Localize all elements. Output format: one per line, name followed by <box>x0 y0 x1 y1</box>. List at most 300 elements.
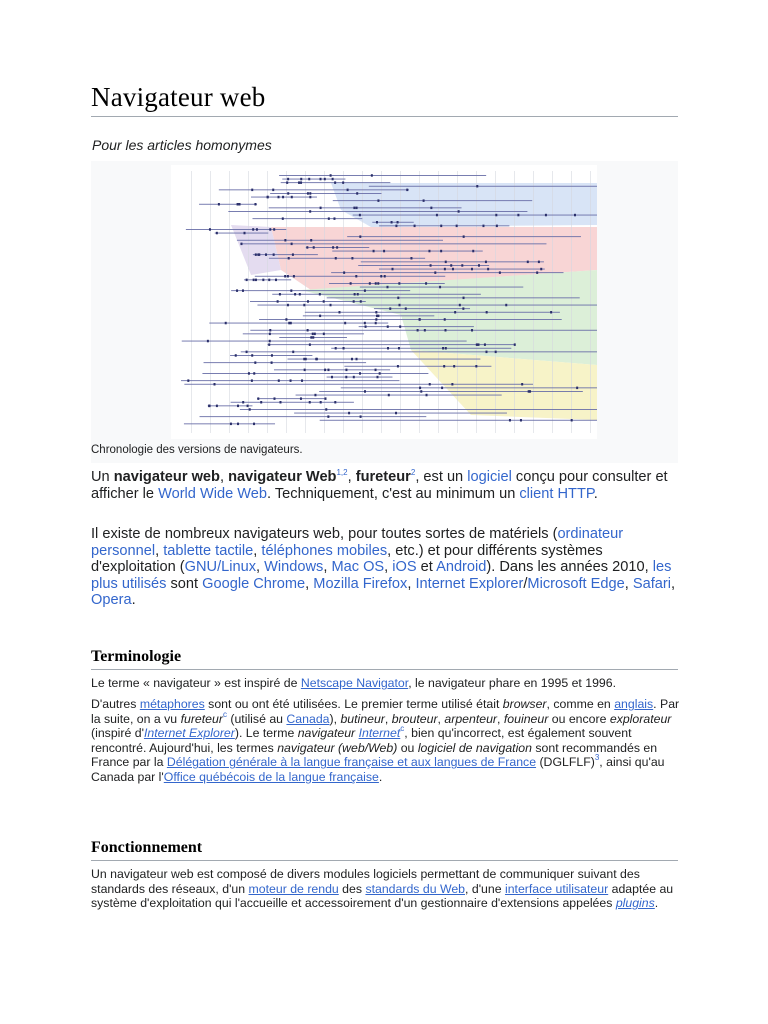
timeline-bar <box>204 362 367 363</box>
timeline-marker <box>444 329 446 332</box>
timeline-marker <box>187 379 189 382</box>
fonctionnement-paragraph-1: Un navigateur web est composé de divers modules logiciels permettant de communiquer suivant des standards des réseaux, d'un moteur de rendu des standards du Web, d'une interface utilisateur adaptée au système d'exploitation qui l'accueille et accessoirement d'un gestionnaire d'extensions appelées plugins. <box>91 867 674 911</box>
timeline-marker <box>324 369 326 372</box>
link-dglflf[interactable]: Délégation générale à la langue française et aux langues de France <box>166 755 537 770</box>
timeline-marker <box>550 311 552 314</box>
timeline-marker <box>279 401 281 404</box>
timeline-marker <box>330 304 332 307</box>
timeline-marker <box>333 217 335 220</box>
timeline-marker <box>538 261 540 264</box>
timeline-marker <box>359 235 361 238</box>
timeline-marker <box>307 192 309 195</box>
timeline-marker <box>476 185 478 188</box>
timeline-marker <box>288 257 290 260</box>
link-canada[interactable]: Canada <box>286 711 330 726</box>
timeline-marker <box>253 372 255 375</box>
timeline-marker <box>445 347 447 350</box>
timeline-marker <box>540 268 542 271</box>
timeline-bar <box>269 207 462 208</box>
timeline-marker <box>255 279 257 282</box>
timeline-marker <box>304 369 306 372</box>
timeline-marker <box>444 268 446 271</box>
timeline-marker <box>273 253 275 256</box>
link-les-plus-utilises[interactable]: les plus utilisés <box>91 559 672 592</box>
timeline-marker <box>375 369 377 372</box>
link-mac-os[interactable]: Mac OS <box>331 559 385 576</box>
page-title: Navigateur web <box>91 82 266 112</box>
timeline-marker <box>285 318 287 321</box>
timeline-bar <box>228 211 527 212</box>
timeline-bar <box>327 377 393 378</box>
timeline-marker <box>430 207 432 210</box>
timeline-marker <box>273 228 275 231</box>
timeline-bar <box>240 243 546 244</box>
timeline-marker <box>436 214 438 217</box>
timeline-marker <box>284 275 286 278</box>
timeline-marker <box>230 423 232 426</box>
timeline-marker <box>308 178 310 181</box>
terminologie-paragraph-1: Le terme « navigateur » est inspiré de Netscape Navigator, le navigateur phare en 1995 et 1996. <box>91 676 617 690</box>
timeline-marker <box>209 228 211 231</box>
timeline-marker <box>242 401 244 404</box>
timeline-marker <box>336 246 338 249</box>
timeline-marker <box>351 257 353 260</box>
timeline-marker <box>364 390 366 393</box>
timeline-marker <box>216 232 218 235</box>
timeline-bar <box>379 269 545 270</box>
timeline-marker <box>303 304 305 307</box>
timeline-marker <box>312 336 314 339</box>
section-heading-terminologie: Terminologie <box>91 648 182 665</box>
timeline-marker <box>520 419 522 422</box>
timeline-marker <box>344 322 346 325</box>
timeline-marker <box>495 351 497 354</box>
timeline-marker <box>356 358 358 361</box>
timeline-marker <box>359 372 361 375</box>
timeline-gridline <box>381 171 382 433</box>
reference-link[interactable]: 1,2 <box>336 468 348 477</box>
timeline-marker <box>292 351 294 354</box>
timeline-bar <box>200 416 427 417</box>
hatnote[interactable]: Pour les articles homonymes <box>92 137 272 153</box>
timeline-marker <box>471 268 473 271</box>
timeline-marker <box>310 239 312 242</box>
timeline-marker <box>428 250 430 253</box>
timeline-marker <box>300 397 302 400</box>
timeline-marker <box>309 192 311 195</box>
link-netscape-navigator[interactable]: Netscape Navigator <box>300 676 409 690</box>
timeline-marker <box>240 243 242 246</box>
timeline-marker <box>425 282 427 285</box>
link-telephones-mobiles[interactable]: téléphones mobiles <box>261 542 388 559</box>
intro-paragraph-2: Il existe de nombreux navigateurs web, pour toutes sortes de matériels (ordinateur personnel, tablette tactile, téléphones mobiles, etc.) et pour différents systèmes d'exploitation (GNU/Linux, Windows, Mac OS, iOS et Android). Dans les années 2010, les plus utilisés sont Google Chrome, Mozilla Firefox, Internet Explorer/Microsoft Edge, Safari, Opera. <box>91 526 676 609</box>
reference-link[interactable]: 2 <box>410 468 416 477</box>
timeline-marker <box>248 372 250 375</box>
timeline-marker <box>298 181 300 184</box>
link-logiciel[interactable]: logiciel <box>467 469 512 485</box>
timeline-marker <box>299 293 301 296</box>
timeline-marker <box>354 293 356 296</box>
timeline-marker <box>343 271 345 274</box>
timeline-marker <box>365 325 367 328</box>
timeline-marker <box>454 311 456 314</box>
timeline-marker <box>347 189 349 192</box>
timeline-marker <box>376 376 378 379</box>
timeline-marker <box>242 289 244 292</box>
timeline-marker <box>310 336 312 339</box>
timeline-marker <box>360 415 362 418</box>
timeline-bar <box>372 222 413 223</box>
timeline-marker <box>218 203 220 206</box>
timeline-bar <box>279 175 486 176</box>
timeline-gridline <box>552 171 553 433</box>
timeline-marker <box>360 300 362 303</box>
timeline-marker <box>430 264 432 267</box>
link-safari[interactable]: Safari <box>632 575 671 592</box>
timeline-marker <box>375 311 377 314</box>
timeline-marker <box>356 207 358 210</box>
figure <box>91 161 678 463</box>
timeline-gridline <box>286 171 287 433</box>
timeline-marker <box>268 279 270 282</box>
timeline-marker <box>237 203 239 206</box>
timeline-marker <box>576 387 578 390</box>
timeline-marker <box>451 383 453 386</box>
link-internet[interactable]: Internet <box>358 726 401 741</box>
timeline-marker <box>269 329 271 332</box>
timeline-marker <box>574 214 576 217</box>
timeline-marker <box>353 300 355 303</box>
timeline-marker <box>324 397 326 400</box>
link-internet-explorer-2[interactable]: Internet Explorer <box>143 726 235 741</box>
timeline-marker <box>391 221 393 224</box>
timeline-marker <box>309 196 311 199</box>
timeline-gridline <box>362 171 363 433</box>
timeline-marker <box>268 343 270 346</box>
timeline-marker <box>278 379 280 382</box>
timeline-marker <box>377 199 379 202</box>
timeline-bar <box>353 215 597 216</box>
timeline-marker <box>373 250 375 253</box>
timeline-marker <box>319 315 321 318</box>
timeline-marker <box>265 253 267 256</box>
timeline-marker <box>307 300 309 303</box>
timeline-bar <box>270 193 381 194</box>
timeline-marker <box>282 217 284 220</box>
timeline-gridline <box>191 171 192 433</box>
timeline-marker <box>434 271 436 274</box>
timeline-marker <box>443 365 445 368</box>
timeline-gridline <box>419 171 420 433</box>
timeline-marker <box>255 253 257 256</box>
reference-link[interactable]: 3 <box>594 753 600 763</box>
link-world-wide-web[interactable]: World Wide Web <box>158 485 268 502</box>
timeline-marker <box>426 394 428 397</box>
timeline-gridline <box>210 171 211 433</box>
link-tablette-tactile[interactable]: tablette tactile <box>163 542 254 559</box>
timeline-marker <box>345 369 347 372</box>
link-microsoft-edge[interactable]: Microsoft Edge <box>527 575 625 592</box>
timeline-marker <box>338 311 340 314</box>
timeline-marker <box>472 250 474 253</box>
timeline-marker <box>375 318 377 321</box>
timeline-marker <box>514 343 516 346</box>
timeline-marker <box>287 304 289 307</box>
timeline-bar <box>361 261 544 262</box>
timeline-marker <box>260 401 262 404</box>
timeline-marker <box>351 358 353 361</box>
timeline-marker <box>271 354 273 357</box>
timeline-marker <box>246 351 248 354</box>
timeline-marker <box>249 408 251 411</box>
timeline-bar <box>333 200 532 201</box>
timeline-marker <box>459 304 461 307</box>
timeline-marker <box>235 354 237 357</box>
timeline-gridline <box>533 171 534 433</box>
timeline-marker <box>387 325 389 328</box>
timeline-marker <box>239 203 241 206</box>
timeline-marker <box>251 379 253 382</box>
figure-caption: Chronologie des versions de navigateurs. <box>91 444 303 456</box>
term-bold: fureteur <box>355 469 411 485</box>
link-interface-utilisateur[interactable]: interface utilisateur <box>504 881 609 896</box>
timeline-marker <box>332 178 334 181</box>
timeline-marker <box>316 358 318 361</box>
timeline-marker <box>309 343 311 346</box>
timeline-marker <box>275 279 277 282</box>
timeline-marker <box>291 196 293 199</box>
browser-timeline-image[interactable] <box>171 165 597 439</box>
timeline-marker <box>237 405 239 408</box>
timeline-bar <box>319 391 583 392</box>
timeline-marker <box>387 347 389 350</box>
timeline-marker <box>207 340 209 343</box>
link-internet-explorer[interactable]: Internet Explorer <box>415 575 524 592</box>
timeline-marker <box>312 333 314 336</box>
term-bold: navigateur web <box>113 469 220 485</box>
timeline-marker <box>377 282 379 285</box>
timeline-marker <box>251 189 253 192</box>
timeline-bar <box>252 218 362 219</box>
link-anglais[interactable]: anglais <box>614 697 654 711</box>
timeline-marker <box>306 246 308 249</box>
timeline-marker <box>398 282 400 285</box>
timeline-marker <box>477 343 479 346</box>
timeline-marker <box>300 178 302 181</box>
timeline-bar <box>274 369 390 370</box>
timeline-bar <box>269 258 425 259</box>
timeline-marker <box>287 275 289 278</box>
timeline-bar <box>253 254 318 255</box>
timeline-marker <box>278 196 280 199</box>
timeline-marker <box>269 333 271 336</box>
timeline-gridline <box>438 171 439 433</box>
timeline-marker <box>214 383 216 386</box>
link-oqlf[interactable]: Office québécois de la langue française <box>163 769 379 784</box>
timeline-marker <box>424 329 426 332</box>
timeline-marker <box>267 196 269 199</box>
timeline-marker <box>442 347 444 350</box>
timeline-marker <box>389 307 391 310</box>
timeline-marker <box>509 419 511 422</box>
timeline-marker <box>284 239 286 242</box>
timeline-marker <box>324 178 326 181</box>
timeline-marker <box>327 415 329 418</box>
timeline-bar <box>303 315 434 316</box>
timeline-marker <box>505 304 507 307</box>
timeline-marker <box>254 361 256 364</box>
timeline-marker <box>269 228 271 231</box>
timeline-marker <box>391 268 393 271</box>
timeline-marker <box>487 268 489 271</box>
timeline-marker <box>286 181 288 184</box>
timeline-bar <box>202 373 428 374</box>
timeline-marker <box>334 181 336 184</box>
timeline-marker <box>273 397 275 400</box>
timeline-marker <box>405 307 407 310</box>
timeline-marker <box>353 207 355 210</box>
timeline-gridline <box>400 171 401 433</box>
timeline-marker <box>353 376 355 379</box>
timeline-gridline <box>590 171 591 433</box>
timeline-marker <box>395 225 397 228</box>
section-divider <box>91 669 678 670</box>
timeline-gridline <box>571 171 572 433</box>
timeline-bar <box>240 409 597 410</box>
timeline-marker <box>253 423 255 426</box>
reference-link[interactable]: c <box>222 709 227 719</box>
timeline-marker <box>356 192 358 195</box>
timeline-marker <box>355 275 357 278</box>
timeline-marker <box>236 289 238 292</box>
link-mozilla-firefox[interactable]: Mozilla Firefox <box>313 575 408 592</box>
timeline-marker <box>462 307 464 310</box>
timeline-bar <box>199 204 257 205</box>
timeline-marker <box>379 372 381 375</box>
timeline-bar <box>320 420 597 421</box>
title-divider <box>91 116 678 117</box>
timeline-bar <box>208 405 253 406</box>
timeline-marker <box>277 300 279 303</box>
link-windows[interactable]: Windows <box>264 559 324 576</box>
reference-link[interactable]: c <box>400 724 405 734</box>
link-ordinateur-personnel[interactable]: ordinateur personnel <box>91 526 624 559</box>
timeline-bar <box>359 326 474 327</box>
link-metaphores[interactable]: métaphores <box>139 697 205 711</box>
timeline-marker <box>290 289 292 292</box>
timeline-marker <box>262 279 264 282</box>
timeline-marker <box>453 365 455 368</box>
link-client-http[interactable]: client HTTP <box>519 485 594 502</box>
timeline-bar <box>255 276 445 277</box>
timeline-marker <box>456 225 458 228</box>
timeline-marker <box>441 387 443 390</box>
timeline-marker <box>345 376 347 379</box>
timeline-marker <box>452 268 454 271</box>
timeline-marker <box>485 261 487 264</box>
timeline-marker <box>485 351 487 354</box>
timeline-marker <box>320 207 322 210</box>
timeline-marker <box>254 203 256 206</box>
timeline-marker <box>529 390 531 393</box>
timeline-bar <box>305 312 560 313</box>
timeline-marker <box>314 394 316 397</box>
timeline-marker <box>323 333 325 336</box>
timeline-bar <box>341 387 597 388</box>
timeline-marker <box>444 318 446 321</box>
link-standards-du-web[interactable]: standards du Web <box>365 881 466 896</box>
timeline-bar <box>243 333 364 334</box>
timeline-marker <box>383 250 385 253</box>
timeline-bar <box>331 348 511 349</box>
timeline-marker <box>395 412 397 415</box>
timeline-gridline <box>248 171 249 433</box>
timeline-marker <box>475 365 477 368</box>
section-heading-fonctionnement: Fonctionnement <box>91 839 203 856</box>
timeline-bar <box>294 413 507 414</box>
timeline-marker <box>376 221 378 224</box>
timeline-marker <box>359 214 361 217</box>
timeline-marker <box>484 343 486 346</box>
timeline-marker <box>399 304 401 307</box>
timeline-marker <box>420 390 422 393</box>
link-android[interactable]: Android <box>436 559 487 576</box>
timeline-marker <box>423 199 425 202</box>
timeline-bar <box>272 294 481 295</box>
link-gnu-linux[interactable]: GNU/Linux <box>184 559 257 576</box>
timeline-marker <box>330 174 332 177</box>
timeline-marker <box>458 210 460 213</box>
timeline-marker <box>309 210 311 213</box>
timeline-bar <box>259 319 562 320</box>
timeline-marker <box>251 354 253 357</box>
timeline-marker <box>319 293 321 296</box>
timeline-bar <box>215 233 269 234</box>
timeline-marker <box>536 271 538 274</box>
timeline-marker <box>419 318 421 321</box>
timeline-bar <box>329 283 445 284</box>
timeline-marker <box>369 282 371 285</box>
timeline-marker <box>288 322 290 325</box>
timeline-marker <box>301 379 303 382</box>
link-plugins[interactable]: plugins <box>615 896 655 911</box>
link-opera[interactable]: Opera <box>91 592 132 609</box>
timeline-bar <box>231 290 410 291</box>
timeline-gridline <box>229 171 230 433</box>
timeline-marker <box>439 286 441 289</box>
timeline-marker <box>307 329 309 332</box>
link-google-chrome[interactable]: Google Chrome <box>202 575 306 592</box>
timeline-marker <box>335 347 337 350</box>
link-ios[interactable]: iOS <box>392 559 417 576</box>
timeline-marker <box>478 264 480 267</box>
link-moteur-de-rendu[interactable]: moteur de rendu <box>248 881 339 896</box>
timeline-marker <box>334 401 336 404</box>
timeline-bar <box>358 265 489 266</box>
timeline-gridline <box>305 171 306 433</box>
timeline-marker <box>380 275 382 278</box>
timeline-bar <box>257 398 326 399</box>
timeline-bar <box>209 323 388 324</box>
timeline-marker <box>398 347 400 350</box>
timeline-marker <box>375 282 377 285</box>
timeline-marker <box>482 225 484 228</box>
timeline-marker <box>527 261 529 264</box>
timeline-marker <box>252 228 254 231</box>
intro-paragraph-1: Un navigateur web, navigateur Web$^{1,2}$, fureteur$^2$, est un logiciel conçu pour consulter et afficher le World Wide Web. Techniquement, c'est au minimum un client HTTP. <box>91 468 668 502</box>
timeline-marker <box>323 300 325 303</box>
timeline-bar <box>331 272 563 273</box>
